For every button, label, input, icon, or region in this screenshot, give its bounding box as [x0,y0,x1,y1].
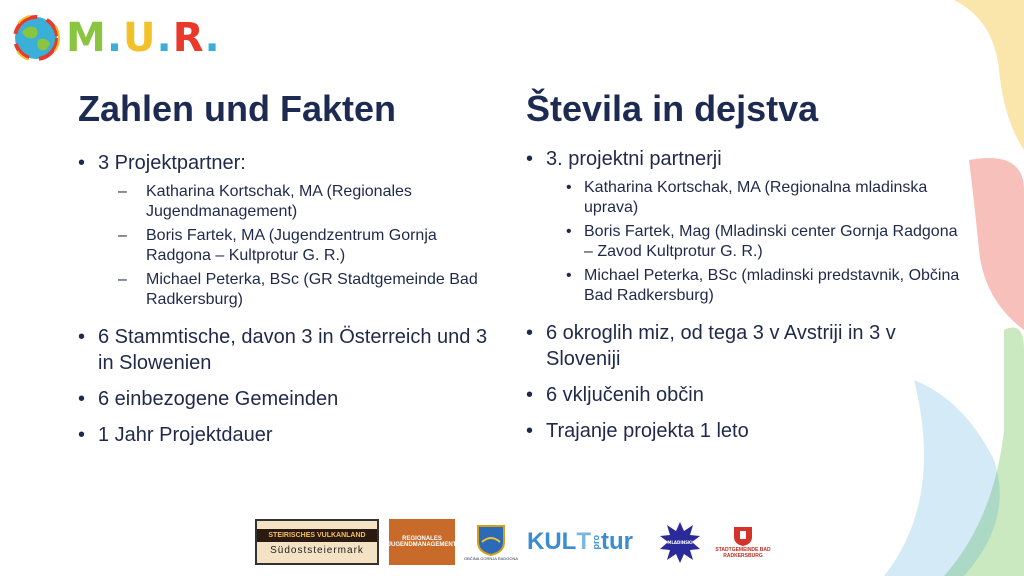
stadtgemeinde-label: STADTGEMEINDE BAD RADKERSBURG [715,547,771,559]
logo-wordmark [66,15,221,61]
list-item-text: 3. projektni partnerji [546,148,722,170]
partner-logos [255,516,771,568]
sub-list-item: – Michael Peterka, BSc (GR Stadtgemeinde Bad Radkersburg) [78,270,503,310]
logo-letter-u: U [123,15,157,61]
globe-logo-icon [12,14,60,62]
sub-list-item: – Katharina Kortschak, MA (Regionales Jugendmanagement) [78,182,503,222]
gornja-radgona-label: OBČINA GORNJA RADGONA [464,555,519,561]
list-item: • 6 vključenih občin [526,382,966,408]
sub-list-item: • Boris Fartek, Mag (Mladinski center Gornja Radgona – Zavod Kultprotur G. R.) [526,222,966,262]
list-item: • 1 Jahr Projektdauer [78,422,503,448]
list-item: • 6 Stammtische, davon 3 in Österreich und 3 in Slowenien [78,324,503,376]
vulkanland-logo-bottom: Südoststeiermark [270,544,364,556]
list-item [78,150,503,176]
facts-list-german [78,150,503,458]
city-crest-icon [732,525,754,547]
facts-list-slovenian [526,146,966,454]
kultprotur-logo [527,519,645,565]
gornja-radgona-logo [465,519,517,565]
coat-of-arms-icon [476,524,506,556]
logo-dot: . [204,15,221,61]
splash-logo-icon [657,519,703,565]
sub-list-item: • Katharina Kortschak, MA (Regionalna mladinska uprava) [526,178,966,218]
vulkanland-logo [255,519,379,565]
title-german: Zahlen und Fakten [78,88,397,129]
kult-t-text: T [576,528,591,555]
logo-dot: . [156,15,173,61]
logo-dot: . [106,15,124,61]
kult-pro-text: pro [591,534,601,550]
list-item-text: 3 Projektpartner: [98,152,246,174]
sub-list-item: – Boris Fartek, MA (Jugendzentrum Gornja Radgona – Kultprotur G. R.) [78,226,503,266]
logo-letter-r: R [172,15,205,61]
mur-logo [12,10,221,66]
vulkanland-logo-top: STEIRISCHES VULKANLAND [257,529,377,542]
list-item: • Trajanje projekta 1 leto [526,418,966,444]
list-item: • 6 okroglih miz, od tega 3 v Avstriji in 3 v Sloveniji [526,320,966,372]
stadtgemeinde-logo [715,519,771,565]
title-slovenian: Števila in dejstva [526,88,819,129]
mladinski-center-logo [655,519,705,565]
kult-text: KUL [527,528,577,555]
logo-letter-m: M [66,15,107,61]
sub-list-item: • Michael Peterka, BSc (mladinski predstavnik, Občina Bad Radkersburg) [526,266,966,306]
svg-text:MLADINSKI: MLADINSKI [667,540,693,545]
list-item [526,146,966,172]
jugendmanagement-logo: REGIONALES JUGENDMANAGEMENT [389,519,455,565]
kult-tur-text: tur [601,528,633,555]
list-item: • 6 einbezogene Gemeinden [78,386,503,412]
